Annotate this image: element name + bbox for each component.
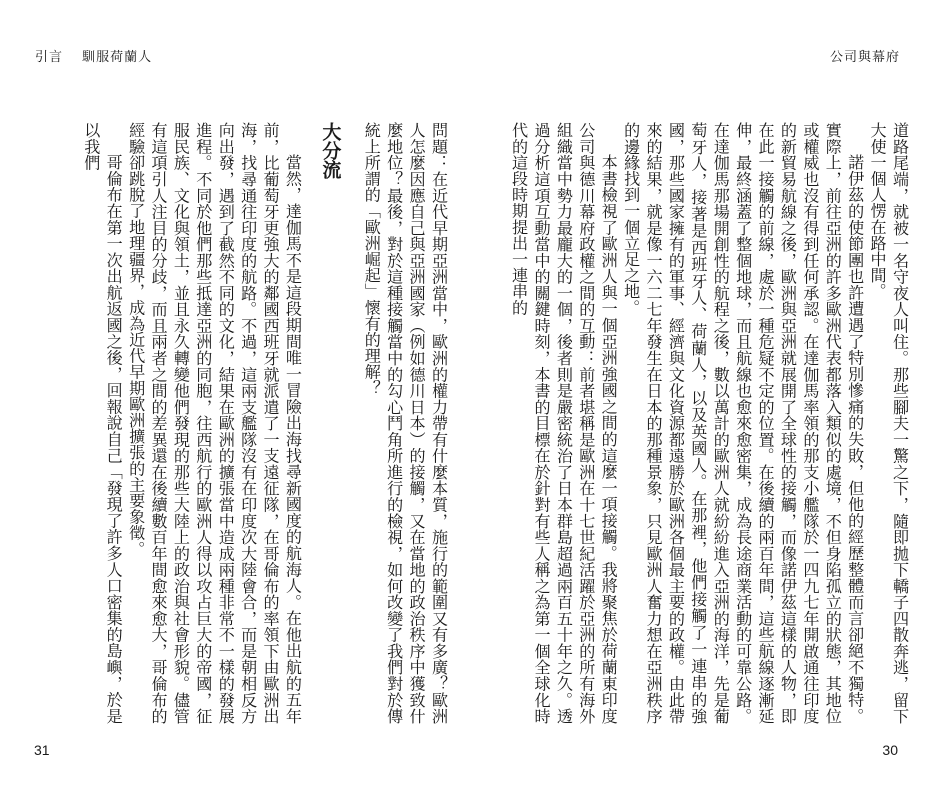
left-running-head-section: 引言 xyxy=(35,50,64,65)
right-page-paragraph-1: 諾伊茲的使節團也許遭遇了特別慘痛的失敗，但他的經歷整體而言卻絕不獨特。實際上，前往亞洲的許多歐洲代表都落入類似的處境，不但身陷孤立的狀態，其地位或權威也沒有得到任何承認。在達伽馬率領的那支小艦隊於一四九七年開啟通往印度的新貿易航線之後，歐洲與亞洲就展開了全球性的接觸，而像諾伊茲這樣的人物，即在此一接觸的前線，處於一種危疑不定的位置。在後續的兩百年間，這些航線逐漸延伸，最終涵蓋了整個地球，而且航線也愈來愈密集，成為長途商業活動的可靠公路。在達伽馬那場開創性的航程之後，數以萬計的歐洲人就紛紛進入亞洲的海洋，先是葡萄牙人，接著是西班牙人、荷蘭人，以及英國人。在那裡，他們接觸了一連串的強國，那些國家擁有的軍事、經濟與文化資源都遠勝於歐洲各個最主要的政權。由此帶來的結果，就是像一六二七年發生在日本的那種景象，只見歐洲人奮力想在亞洲秩序的邊緣找到一個立足之地。 xyxy=(621,122,865,724)
left-page-text xyxy=(34,122,449,724)
left-running-head xyxy=(35,46,166,65)
left-page-paragraph-1: 當然，達伽馬不是這段期間唯一冒險出海找尋新國度的航海人。在他出航的五年前，比葡萄牙更強大的鄰國西班牙就派遣了一支遠征隊，在哥倫布的率領下由歐洲出海，找尋通往印度的航路。不過，這兩支艦隊沒有在印度次大陸會合，而是朝相反方向出發，遇到了截然不同的文化，結果在歐洲的擴張當中造成兩種非常不一樣的發展進程。不同於他們那些抵達亞洲的同胞，往西航行的歐洲人得以攻占巨大的帝國，征服民族、文化與領土，並且永久轉變他們發現的那些大陸上的政治與社會形貌。儘管有這項引人注目的分歧，而且兩者之間的差異還在後續數百年間愈來愈大，哥倫布的經驗卻跳脫了地理疆界，成為近代早期歐洲擴張的主要象徵。 xyxy=(126,122,302,724)
left-page-paragraph-2: 哥倫布在第一次出航返國之後，回報說自己「發現了許多人口密集的島嶼，於是以我們 xyxy=(81,122,123,724)
left-page-number: 31 xyxy=(34,742,50,758)
right-running-head: 公司與幕府 xyxy=(829,50,900,65)
right-page-paragraph-2: 本書檢視了歐洲人與一個亞洲強國之間的這麼一項接觸。我將聚焦於荷蘭東印度公司與德川幕府政權之間的互動：前者堪稱是歐洲在十七世紀活躍於亞洲的所有海外組織當中勢力最龐大的一個，後者則是嚴密統治了日本群島超過兩百五十年之久。透過分析這項互動當中的關鍵時刻，本書的目標在於針對有些人稱之為第一個全球化時代的這段時期提出一連串的 xyxy=(509,122,618,724)
right-page-number: 30 xyxy=(882,742,898,758)
right-page-continuation: 道路尾端，就被一名守夜人叫住。那些腳夫一驚之下，隨即拋下轎子四散奔逃，留下大使一個人愣在路中間。 xyxy=(867,122,909,724)
left-running-head-title: 馴服荷蘭人 xyxy=(82,50,153,65)
right-page-text xyxy=(470,122,910,724)
left-page-continuation: 問題：在近代早期亞洲當中，歐洲的權力帶有什麼本質，施行的範圍又有多廣？歐洲人怎麼因應自己與亞洲國家（例如德川日本）的接觸，又在當地的政治秩序中獲致什麼地位？最後，對於這種接觸當中的勾心鬥角所進行的檢視，如何改變了我們對於傳統上所謂的「歐洲崛起」懷有的理解？ xyxy=(361,122,448,724)
section-heading: 大分流 xyxy=(319,122,342,179)
